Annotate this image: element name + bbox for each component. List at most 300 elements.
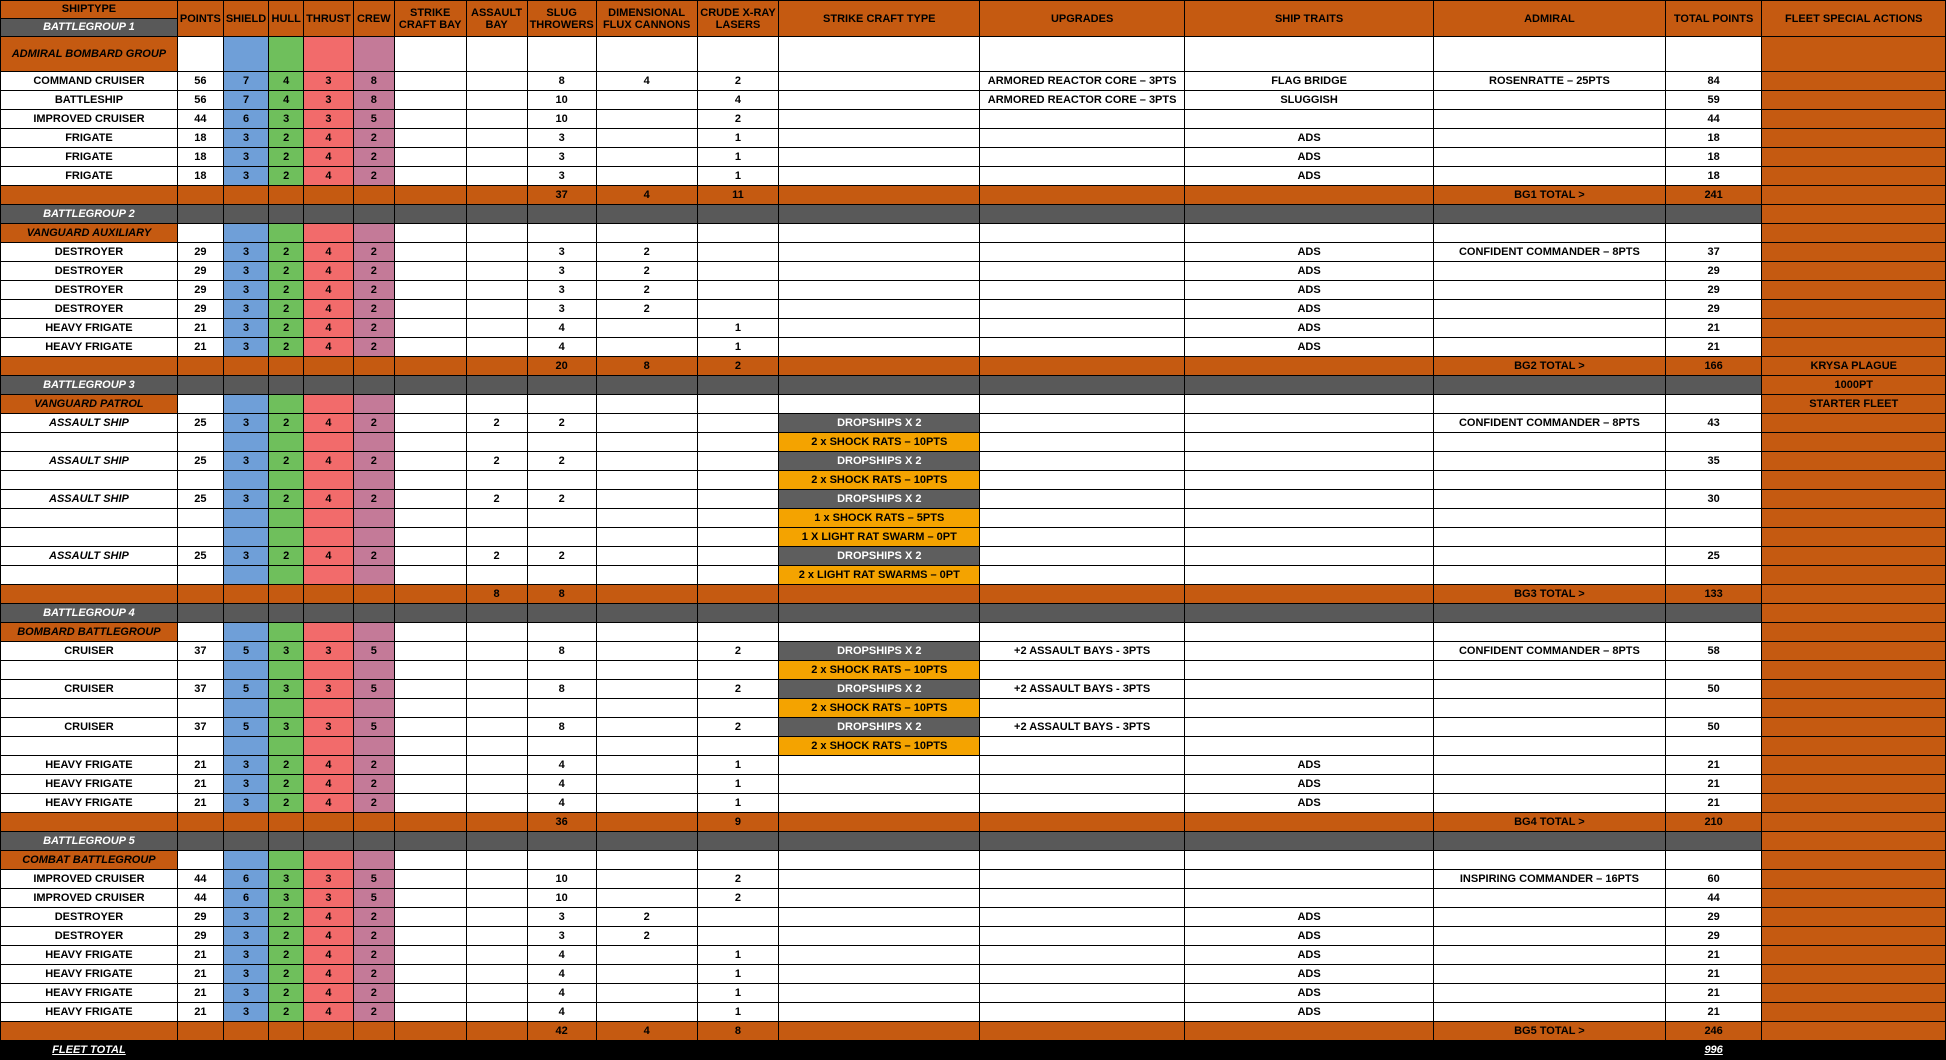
- crew-cell[interactable]: 2: [353, 965, 394, 984]
- empty-cell[interactable]: [980, 623, 1185, 642]
- fleet-special-actions-cell[interactable]: [1762, 433, 1946, 452]
- battlegroup-fill[interactable]: [223, 832, 268, 851]
- upgrades-cell[interactable]: [980, 661, 1185, 680]
- strike-craft-bay-cell[interactable]: [394, 927, 466, 946]
- upgrades-cell[interactable]: [980, 319, 1185, 338]
- slug-throwers-cell[interactable]: 8: [527, 72, 596, 91]
- battlegroup-total-points[interactable]: 133: [1665, 585, 1762, 604]
- crude-xray-lasers-cell[interactable]: [697, 927, 779, 946]
- ship-traits-cell[interactable]: [1185, 110, 1434, 129]
- dimensional-flux-cannons-cell[interactable]: [596, 1003, 697, 1022]
- total-points-cell[interactable]: 21: [1665, 775, 1762, 794]
- hull-cell[interactable]: [269, 509, 304, 528]
- fleet-special-actions-cell[interactable]: [1762, 547, 1946, 566]
- hull-cell[interactable]: 3: [269, 870, 304, 889]
- strike-craft-bay-cell[interactable]: [394, 110, 466, 129]
- ship-row[interactable]: [1, 471, 1946, 490]
- hull-cell[interactable]: 2: [269, 452, 304, 471]
- fleet-special-actions-cell[interactable]: [1762, 699, 1946, 718]
- strike-craft-type-cell[interactable]: 1 x SHOCK RATS – 5PTS: [779, 509, 980, 528]
- dimensional-flux-cannons-cell[interactable]: [596, 547, 697, 566]
- assault-bay-cell[interactable]: 2: [466, 414, 527, 433]
- slug-throwers-cell[interactable]: [527, 528, 596, 547]
- battlegroup-fill[interactable]: [697, 376, 779, 395]
- ship-type-cell[interactable]: HEAVY FRIGATE: [1, 794, 178, 813]
- total-points-cell[interactable]: 21: [1665, 794, 1762, 813]
- points-cell[interactable]: 25: [177, 490, 223, 509]
- ship-traits-cell[interactable]: ADS: [1185, 262, 1434, 281]
- points-cell[interactable]: 56: [177, 72, 223, 91]
- fleet-special-actions-cell[interactable]: [1762, 756, 1946, 775]
- strike-craft-type-cell[interactable]: [779, 338, 980, 357]
- slug-throwers-cell[interactable]: 2: [527, 414, 596, 433]
- crew-cell[interactable]: 2: [353, 984, 394, 1003]
- ship-traits-cell[interactable]: [1185, 566, 1434, 585]
- ship-traits-cell[interactable]: [1185, 718, 1434, 737]
- thrust-cell[interactable]: 3: [304, 889, 354, 908]
- slug-throwers-cell[interactable]: 3: [527, 167, 596, 186]
- battlegroup-fill[interactable]: [527, 205, 596, 224]
- slug-throwers-cell[interactable]: 3: [527, 300, 596, 319]
- points-cell[interactable]: 44: [177, 870, 223, 889]
- crew-cell[interactable]: [353, 37, 394, 72]
- strike-craft-type-cell[interactable]: 2 x SHOCK RATS – 10PTS: [779, 737, 980, 756]
- admiral-cell[interactable]: [1434, 490, 1666, 509]
- crude-xray-lasers-cell[interactable]: 1: [697, 775, 779, 794]
- strike-craft-bay-cell[interactable]: [394, 756, 466, 775]
- admiral-cell[interactable]: [1434, 471, 1666, 490]
- hull-cell[interactable]: 2: [269, 167, 304, 186]
- points-cell[interactable]: 37: [177, 642, 223, 661]
- header-assault-bay[interactable]: ASSAULT BAY: [466, 1, 527, 37]
- total-fill[interactable]: [223, 186, 268, 205]
- dimensional-flux-cannons-cell[interactable]: [596, 148, 697, 167]
- empty-cell[interactable]: [596, 623, 697, 642]
- upgrades-cell[interactable]: [980, 737, 1185, 756]
- dimensional-flux-cannons-cell[interactable]: [596, 528, 697, 547]
- slug-throwers-cell[interactable]: 3: [527, 129, 596, 148]
- fleet-special-actions-cell[interactable]: [1762, 148, 1946, 167]
- total-fill[interactable]: [779, 1022, 980, 1041]
- slug-throwers-cell[interactable]: 3: [527, 927, 596, 946]
- ship-traits-cell[interactable]: ADS: [1185, 338, 1434, 357]
- total-points-cell[interactable]: 37: [1665, 243, 1762, 262]
- strike-craft-bay-cell[interactable]: [394, 775, 466, 794]
- thrust-cell[interactable]: 4: [304, 794, 354, 813]
- crude-xray-lasers-cell[interactable]: [697, 433, 779, 452]
- fleet-special-actions-cell[interactable]: [1762, 965, 1946, 984]
- hull-cell[interactable]: 3: [269, 718, 304, 737]
- ship-type-cell[interactable]: [1, 699, 178, 718]
- total-fill[interactable]: [779, 186, 980, 205]
- admiral-cell[interactable]: [1434, 148, 1666, 167]
- total-points-cell[interactable]: 50: [1665, 718, 1762, 737]
- crew-cell[interactable]: 2: [353, 319, 394, 338]
- upgrades-cell[interactable]: [980, 1003, 1185, 1022]
- thrust-cell[interactable]: 4: [304, 148, 354, 167]
- total-fill[interactable]: [353, 1022, 394, 1041]
- strike-craft-type-cell[interactable]: DROPSHIPS X 2: [779, 490, 980, 509]
- upgrades-cell[interactable]: [980, 965, 1185, 984]
- fleet-special-actions-cell[interactable]: [1762, 604, 1946, 623]
- points-cell[interactable]: [177, 851, 223, 870]
- total-points-cell[interactable]: [1665, 737, 1762, 756]
- strike-craft-type-cell[interactable]: [779, 965, 980, 984]
- ship-type-cell[interactable]: ASSAULT SHIP: [1, 490, 178, 509]
- empty-cell[interactable]: [466, 623, 527, 642]
- shield-cell[interactable]: 7: [223, 72, 268, 91]
- thrust-cell[interactable]: 4: [304, 319, 354, 338]
- fleet-special-actions-cell[interactable]: [1762, 718, 1946, 737]
- crew-cell[interactable]: 2: [353, 490, 394, 509]
- crew-cell[interactable]: 2: [353, 281, 394, 300]
- thrust-cell[interactable]: [304, 509, 354, 528]
- hull-cell[interactable]: [269, 37, 304, 72]
- empty-cell[interactable]: [697, 224, 779, 243]
- battlegroup-total-label[interactable]: BG4 TOTAL >: [1434, 813, 1666, 832]
- strike-craft-type-cell[interactable]: DROPSHIPS X 2: [779, 452, 980, 471]
- total-fill[interactable]: [1185, 585, 1434, 604]
- thrust-cell[interactable]: 4: [304, 414, 354, 433]
- hull-cell[interactable]: [269, 433, 304, 452]
- ship-traits-cell[interactable]: [1185, 414, 1434, 433]
- fleet-total-points[interactable]: [1665, 1041, 1762, 1060]
- slug-throwers-cell[interactable]: 10: [527, 91, 596, 110]
- ship-traits-cell[interactable]: ADS: [1185, 775, 1434, 794]
- empty-cell[interactable]: [596, 224, 697, 243]
- dimensional-flux-cannons-cell[interactable]: [596, 433, 697, 452]
- crew-cell[interactable]: 2: [353, 129, 394, 148]
- battlegroup-fill[interactable]: [980, 604, 1185, 623]
- ship-type-cell[interactable]: BATTLESHIP: [1, 91, 178, 110]
- points-cell[interactable]: 29: [177, 927, 223, 946]
- ship-traits-cell[interactable]: ADS: [1185, 1003, 1434, 1022]
- total-fill[interactable]: [1, 1022, 178, 1041]
- total-fill[interactable]: [1, 585, 178, 604]
- fleet-fill[interactable]: [304, 1041, 354, 1060]
- points-cell[interactable]: 21: [177, 319, 223, 338]
- battlegroup-fill[interactable]: [394, 205, 466, 224]
- hull-cell[interactable]: 2: [269, 129, 304, 148]
- header-ship-traits[interactable]: SHIP TRAITS: [1185, 1, 1434, 37]
- strike-craft-bay-cell[interactable]: [394, 889, 466, 908]
- battlegroup-fill[interactable]: [177, 604, 223, 623]
- ship-traits-cell[interactable]: ADS: [1185, 243, 1434, 262]
- group-name[interactable]: VANGUARD AUXILIARY: [1, 224, 178, 243]
- empty-cell[interactable]: [394, 224, 466, 243]
- shield-cell[interactable]: 3: [223, 300, 268, 319]
- hull-cell[interactable]: 2: [269, 775, 304, 794]
- hull-cell[interactable]: 2: [269, 338, 304, 357]
- strike-craft-type-cell[interactable]: DROPSHIPS X 2: [779, 642, 980, 661]
- shield-cell[interactable]: 5: [223, 718, 268, 737]
- slug-throwers-cell[interactable]: 3: [527, 243, 596, 262]
- total-points-cell[interactable]: 59: [1665, 91, 1762, 110]
- admiral-cell[interactable]: CONFIDENT COMMANDER – 8PTS: [1434, 642, 1666, 661]
- total-points-cell[interactable]: 29: [1665, 281, 1762, 300]
- ship-row[interactable]: [1, 680, 1946, 699]
- total-points-cell[interactable]: [1665, 699, 1762, 718]
- crude-xray-lasers-cell[interactable]: 1: [697, 794, 779, 813]
- assault-bay-cell[interactable]: [466, 661, 527, 680]
- dimensional-flux-cannons-cell[interactable]: [596, 414, 697, 433]
- shield-cell[interactable]: [223, 661, 268, 680]
- shield-cell[interactable]: [223, 509, 268, 528]
- header-points[interactable]: POINTS: [177, 1, 223, 37]
- crew-cell[interactable]: 2: [353, 338, 394, 357]
- points-cell[interactable]: 18: [177, 129, 223, 148]
- empty-cell[interactable]: [527, 395, 596, 414]
- upgrades-cell[interactable]: [980, 927, 1185, 946]
- total-fill[interactable]: [980, 357, 1185, 376]
- assault-bay-cell[interactable]: [466, 281, 527, 300]
- crew-cell[interactable]: 2: [353, 414, 394, 433]
- battlegroup-fill[interactable]: [527, 376, 596, 395]
- fleet-special-actions-cell[interactable]: [1762, 262, 1946, 281]
- strike-craft-bay-cell[interactable]: [394, 490, 466, 509]
- strike-craft-bay-cell[interactable]: [394, 509, 466, 528]
- ship-traits-cell[interactable]: ADS: [1185, 984, 1434, 1003]
- total-fill[interactable]: [177, 186, 223, 205]
- fleet-special-actions-cell[interactable]: [1762, 243, 1946, 262]
- strike-craft-type-cell[interactable]: [779, 775, 980, 794]
- strike-craft-type-cell[interactable]: DROPSHIPS X 2: [779, 718, 980, 737]
- ship-type-cell[interactable]: HEAVY FRIGATE: [1, 1003, 178, 1022]
- fleet-special-actions-cell[interactable]: [1762, 186, 1946, 205]
- shield-cell[interactable]: 3: [223, 148, 268, 167]
- assault-bay-cell[interactable]: [466, 737, 527, 756]
- strike-craft-type-cell[interactable]: [779, 72, 980, 91]
- header-strike-craft-bay[interactable]: STRIKE CRAFT BAY: [394, 1, 466, 37]
- total-fill[interactable]: [353, 813, 394, 832]
- total-points-cell[interactable]: [1665, 509, 1762, 528]
- hull-cell[interactable]: 2: [269, 300, 304, 319]
- fleet-total-label[interactable]: [1, 1041, 178, 1060]
- crude-xray-lasers-cell[interactable]: 2: [697, 870, 779, 889]
- thrust-cell[interactable]: [304, 566, 354, 585]
- admiral-cell[interactable]: [1434, 794, 1666, 813]
- hull-cell[interactable]: [269, 395, 304, 414]
- total-fill[interactable]: [269, 813, 304, 832]
- battlegroup-fill[interactable]: [394, 832, 466, 851]
- hull-cell[interactable]: 2: [269, 965, 304, 984]
- battlegroup-fill[interactable]: [394, 376, 466, 395]
- crew-cell[interactable]: [353, 395, 394, 414]
- upgrades-cell[interactable]: +2 ASSAULT BAYS - 3PTS: [980, 642, 1185, 661]
- total-dimensional-flux-cannons[interactable]: [596, 585, 697, 604]
- points-cell[interactable]: 21: [177, 946, 223, 965]
- empty-cell[interactable]: [1434, 37, 1666, 72]
- crude-xray-lasers-cell[interactable]: 2: [697, 889, 779, 908]
- dimensional-flux-cannons-cell[interactable]: [596, 984, 697, 1003]
- battlegroup-label[interactable]: BATTLEGROUP 4: [1, 604, 178, 623]
- strike-craft-bay-cell[interactable]: [394, 984, 466, 1003]
- hull-cell[interactable]: [269, 661, 304, 680]
- slug-throwers-cell[interactable]: [527, 433, 596, 452]
- shield-cell[interactable]: 3: [223, 908, 268, 927]
- fleet-fill[interactable]: [527, 1041, 596, 1060]
- upgrades-cell[interactable]: [980, 984, 1185, 1003]
- crude-xray-lasers-cell[interactable]: [697, 452, 779, 471]
- empty-cell[interactable]: [1434, 224, 1666, 243]
- fleet-special-actions-cell[interactable]: [1762, 832, 1946, 851]
- slug-throwers-cell[interactable]: 8: [527, 642, 596, 661]
- thrust-cell[interactable]: 3: [304, 110, 354, 129]
- ship-row[interactable]: [1, 794, 1946, 813]
- ship-type-cell[interactable]: IMPROVED CRUISER: [1, 889, 178, 908]
- upgrades-cell[interactable]: [980, 794, 1185, 813]
- admiral-cell[interactable]: [1434, 946, 1666, 965]
- empty-cell[interactable]: [527, 224, 596, 243]
- battlegroup-fill[interactable]: [1434, 205, 1666, 224]
- shield-cell[interactable]: 3: [223, 243, 268, 262]
- points-cell[interactable]: [177, 224, 223, 243]
- battlegroup-fill[interactable]: [697, 205, 779, 224]
- slug-throwers-cell[interactable]: [527, 471, 596, 490]
- ship-traits-cell[interactable]: SLUGGISH: [1185, 91, 1434, 110]
- fleet-special-actions-cell[interactable]: [1762, 775, 1946, 794]
- total-points-cell[interactable]: 21: [1665, 946, 1762, 965]
- admiral-cell[interactable]: [1434, 756, 1666, 775]
- ship-type-cell[interactable]: HEAVY FRIGATE: [1, 946, 178, 965]
- strike-craft-bay-cell[interactable]: [394, 718, 466, 737]
- points-cell[interactable]: 25: [177, 452, 223, 471]
- admiral-cell[interactable]: [1434, 167, 1666, 186]
- crew-cell[interactable]: 2: [353, 756, 394, 775]
- fleet-special-actions-cell[interactable]: [1762, 642, 1946, 661]
- strike-craft-bay-cell[interactable]: [394, 91, 466, 110]
- total-fill[interactable]: [1, 357, 178, 376]
- crude-xray-lasers-cell[interactable]: 1: [697, 965, 779, 984]
- shield-cell[interactable]: 3: [223, 794, 268, 813]
- empty-cell[interactable]: [697, 851, 779, 870]
- fleet-fill[interactable]: [1434, 1041, 1666, 1060]
- battlegroup-fill[interactable]: [466, 205, 527, 224]
- battlegroup-fill[interactable]: [980, 832, 1185, 851]
- battlegroup-fill[interactable]: [304, 604, 354, 623]
- shield-cell[interactable]: 3: [223, 927, 268, 946]
- crude-xray-lasers-cell[interactable]: 2: [697, 642, 779, 661]
- ship-traits-cell[interactable]: [1185, 680, 1434, 699]
- assault-bay-cell[interactable]: [466, 300, 527, 319]
- hull-cell[interactable]: 2: [269, 908, 304, 927]
- hull-cell[interactable]: 2: [269, 319, 304, 338]
- battlegroup-fill[interactable]: [527, 832, 596, 851]
- assault-bay-cell[interactable]: [466, 642, 527, 661]
- crude-xray-lasers-cell[interactable]: [697, 490, 779, 509]
- empty-cell[interactable]: [1665, 37, 1762, 72]
- crew-cell[interactable]: [353, 851, 394, 870]
- ship-row[interactable]: [1, 547, 1946, 566]
- hull-cell[interactable]: 2: [269, 148, 304, 167]
- empty-cell[interactable]: [779, 37, 980, 72]
- points-cell[interactable]: 29: [177, 243, 223, 262]
- hull-cell[interactable]: [269, 699, 304, 718]
- thrust-cell[interactable]: 4: [304, 243, 354, 262]
- total-fill[interactable]: [269, 186, 304, 205]
- empty-cell[interactable]: [1185, 623, 1434, 642]
- admiral-cell[interactable]: [1434, 908, 1666, 927]
- strike-craft-bay-cell[interactable]: [394, 338, 466, 357]
- admiral-cell[interactable]: [1434, 300, 1666, 319]
- ship-type-cell[interactable]: DESTROYER: [1, 281, 178, 300]
- fleet-fill[interactable]: [697, 1041, 779, 1060]
- total-fill[interactable]: [304, 585, 354, 604]
- battlegroup-fill[interactable]: [353, 832, 394, 851]
- admiral-cell[interactable]: [1434, 433, 1666, 452]
- strike-craft-bay-cell[interactable]: [394, 699, 466, 718]
- ship-type-cell[interactable]: [1, 737, 178, 756]
- total-dimensional-flux-cannons[interactable]: 4: [596, 1022, 697, 1041]
- empty-cell[interactable]: [466, 37, 527, 72]
- strike-craft-bay-cell[interactable]: [394, 414, 466, 433]
- fleet-special-actions-cell[interactable]: [1762, 91, 1946, 110]
- admiral-cell[interactable]: [1434, 1003, 1666, 1022]
- assault-bay-cell[interactable]: [466, 794, 527, 813]
- fleet-special-actions-cell[interactable]: [1762, 566, 1946, 585]
- fleet-special-actions-cell[interactable]: 1000PT: [1762, 376, 1946, 395]
- upgrades-cell[interactable]: +2 ASSAULT BAYS - 3PTS: [980, 680, 1185, 699]
- total-fill[interactable]: [394, 357, 466, 376]
- upgrades-cell[interactable]: [980, 699, 1185, 718]
- admiral-cell[interactable]: [1434, 110, 1666, 129]
- crew-cell[interactable]: 5: [353, 110, 394, 129]
- points-cell[interactable]: 25: [177, 547, 223, 566]
- empty-cell[interactable]: [779, 851, 980, 870]
- thrust-cell[interactable]: 3: [304, 680, 354, 699]
- thrust-cell[interactable]: 4: [304, 908, 354, 927]
- strike-craft-type-cell[interactable]: [779, 110, 980, 129]
- total-fill[interactable]: [304, 813, 354, 832]
- fleet-special-actions-cell[interactable]: [1762, 414, 1946, 433]
- battlegroup-fill[interactable]: [1434, 604, 1666, 623]
- strike-craft-bay-cell[interactable]: [394, 300, 466, 319]
- assault-bay-cell[interactable]: [466, 756, 527, 775]
- ship-row[interactable]: [1, 870, 1946, 889]
- group-name[interactable]: COMBAT BATTLEGROUP: [1, 851, 178, 870]
- total-fill[interactable]: [1185, 186, 1434, 205]
- shield-cell[interactable]: 3: [223, 490, 268, 509]
- crew-cell[interactable]: 5: [353, 870, 394, 889]
- points-cell[interactable]: [177, 566, 223, 585]
- crude-xray-lasers-cell[interactable]: 1: [697, 319, 779, 338]
- fleet-special-actions-cell[interactable]: [1762, 205, 1946, 224]
- strike-craft-bay-cell[interactable]: [394, 433, 466, 452]
- shield-cell[interactable]: 3: [223, 129, 268, 148]
- upgrades-cell[interactable]: [980, 566, 1185, 585]
- header-thrust[interactable]: THRUST: [304, 1, 354, 37]
- total-points-cell[interactable]: [1665, 471, 1762, 490]
- slug-throwers-cell[interactable]: 3: [527, 148, 596, 167]
- strike-craft-bay-cell[interactable]: [394, 737, 466, 756]
- ship-type-cell[interactable]: FRIGATE: [1, 167, 178, 186]
- battlegroup-fill[interactable]: [177, 205, 223, 224]
- fleet-special-actions-cell[interactable]: [1762, 72, 1946, 91]
- ship-row[interactable]: [1, 699, 1946, 718]
- ship-traits-cell[interactable]: ADS: [1185, 756, 1434, 775]
- upgrades-cell[interactable]: [980, 889, 1185, 908]
- empty-cell[interactable]: [596, 37, 697, 72]
- ship-type-cell[interactable]: CRUISER: [1, 680, 178, 699]
- points-cell[interactable]: 21: [177, 775, 223, 794]
- points-cell[interactable]: 29: [177, 300, 223, 319]
- ship-type-cell[interactable]: CRUISER: [1, 642, 178, 661]
- battlegroup-fill[interactable]: [1185, 376, 1434, 395]
- fleet-special-actions-cell[interactable]: [1762, 167, 1946, 186]
- upgrades-cell[interactable]: ARMORED REACTOR CORE – 3PTS: [980, 91, 1185, 110]
- shield-cell[interactable]: 5: [223, 680, 268, 699]
- crew-cell[interactable]: 2: [353, 167, 394, 186]
